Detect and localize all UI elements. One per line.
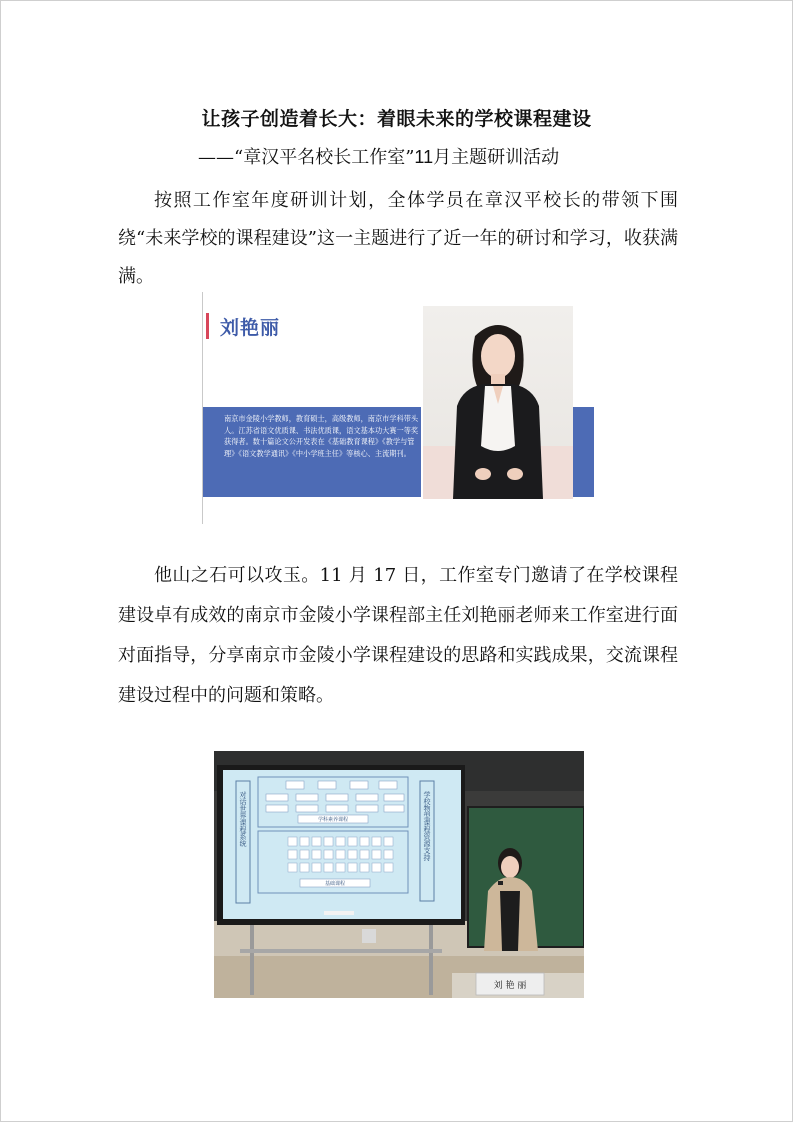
subtitle-prefix: ——“章汉平名校长工作室” bbox=[198, 147, 415, 168]
screen-right-label: 学校物型课程资源支持 bbox=[423, 791, 431, 861]
screen-center-label: 学科素养课程 bbox=[317, 817, 349, 823]
guest-paragraph: 他山之石可以攻玉。11 月 17 日，工作室专门邀请了在学校课程建设卓有成效的南京市金陵小学课程部主任刘艳丽老师来工作室进行面对面指导，分享南京市金陵小学课程建设的思路和实践成果，交流课程建设过程中的问题和策略。 bbox=[118, 565, 678, 706]
screen-bottom-label: 基础课程 bbox=[324, 881, 346, 887]
profile-bio: 南京市金陵小学教师，教育硕士，高级教师，南京市学科带头人。江苏省语文优质课、书法优质课，语文基本功大赛一等奖获得者。数十篇论文公开发表在《基础教育课程》《教学与管理》《语文教学通讯》《中小学班主任》等核心、主流期刊。 bbox=[224, 414, 419, 458]
profile-name: 刘艳丽 bbox=[220, 317, 281, 339]
event-photo bbox=[214, 751, 584, 998]
nameplate-text: 刘 艳 丽 bbox=[493, 981, 527, 991]
subtitle-number: 11 bbox=[414, 147, 434, 167]
page-subtitle bbox=[198, 143, 559, 169]
name-accent-bar bbox=[206, 313, 209, 339]
bio-band-right bbox=[572, 407, 594, 497]
screen-left-label: 对话世界课程系统 bbox=[239, 791, 247, 847]
profile-photo bbox=[423, 306, 573, 499]
profile-card bbox=[202, 292, 594, 524]
page-title: 让孩子创造着长大：着眼未来的学校课程建设 bbox=[201, 108, 592, 130]
subtitle-suffix: 月主题研训活动 bbox=[433, 147, 560, 168]
intro-paragraph: 按照工作室年度研训计划，全体学员在章汉平校长的带领下围绕“未来学校的课程建设”这一主题进行了近一年的研讨和学习，收获满满。 bbox=[118, 190, 678, 287]
